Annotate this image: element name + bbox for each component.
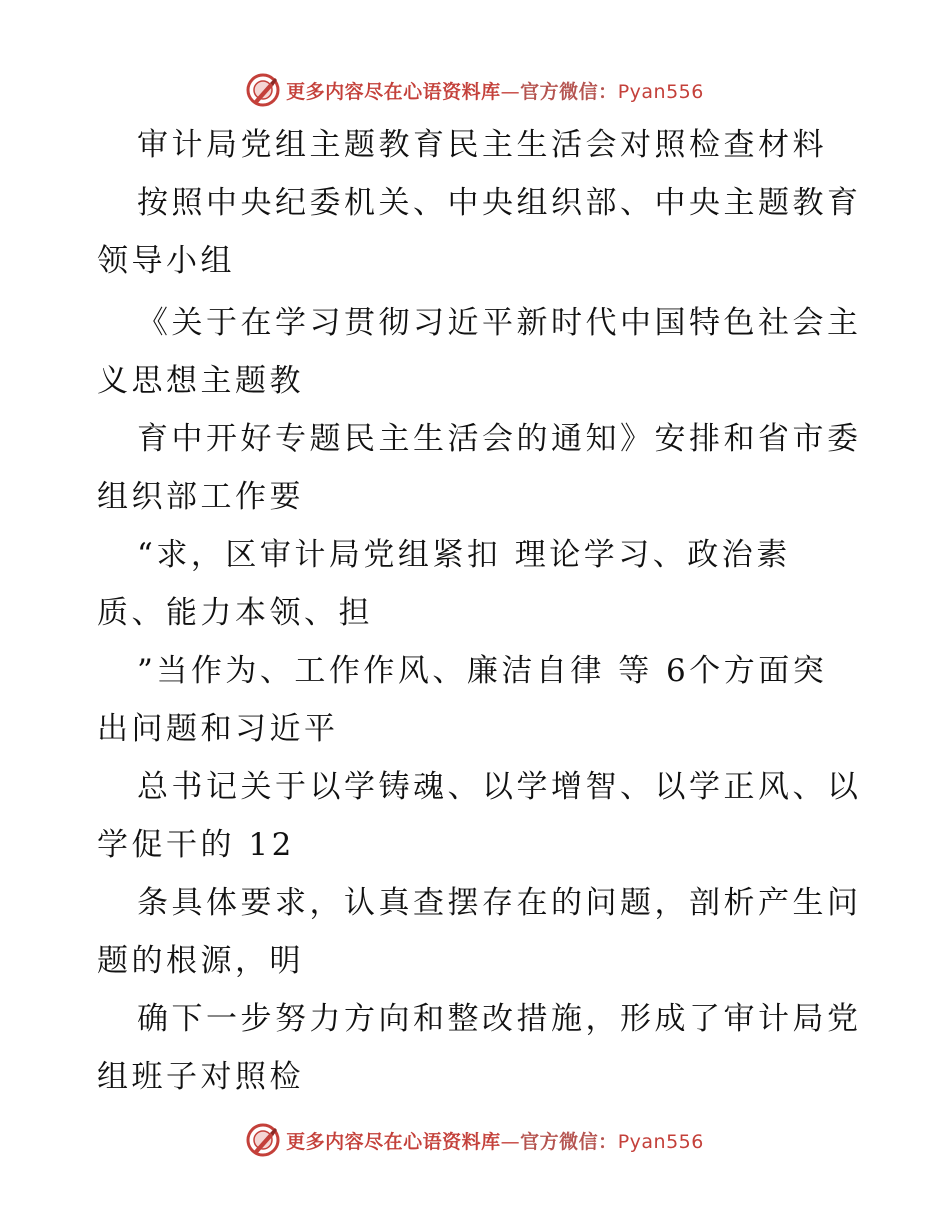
- paragraph-line: 义思想主题教: [97, 363, 304, 399]
- header-dash: —: [500, 80, 521, 103]
- paragraph-line: ”当作为、工作作风、廉洁自律 等 6个方面突: [137, 653, 828, 689]
- paragraph-line: 题的根源，明: [97, 943, 304, 979]
- paragraph-line: 确下一步努力方向和整改措施，形成了审计局党: [137, 1001, 862, 1037]
- paragraph-line: 领导小组: [97, 243, 235, 279]
- header-wechat-account: Pyan556: [617, 80, 704, 103]
- paragraph-line: 学促干的 12: [97, 827, 295, 863]
- paragraph-line: 总书记关于以学铸魂、以学增智、以学正风、以: [137, 769, 862, 805]
- paragraph-line: 条具体要求，认真查摆存在的问题，剖析产生问: [137, 885, 862, 921]
- header-site-text: 更多内容尽在心语资料库: [286, 80, 501, 103]
- pen-logo-icon: [246, 1123, 280, 1157]
- footer-wechat-account: Pyan556: [617, 1130, 704, 1153]
- paragraph-line: 育中开好专题民主生活会的通知》安排和省市委: [137, 421, 862, 457]
- paragraph-line: 组织部工作要: [97, 479, 304, 515]
- paragraph-line: “求，区审计局党组紧扣 理论学习、政治素: [137, 537, 791, 573]
- footer-dash: —: [500, 1130, 521, 1153]
- footer-site-text: 更多内容尽在心语资料库: [286, 1130, 501, 1153]
- footer-banner-text: [286, 1127, 704, 1154]
- paragraph-line: 质、能力本领、担: [97, 595, 373, 631]
- header-banner-text: [286, 77, 704, 104]
- header-wechat-label: 官方微信：: [520, 80, 618, 103]
- document-title: 审计局党组主题教育民主生活会对照检查材料: [137, 127, 827, 163]
- pen-logo-icon: [246, 73, 280, 107]
- footer-wechat-label: 官方微信：: [520, 1130, 618, 1153]
- paragraph-line: 按照中央纪委机关、中央组织部、中央主题教育: [137, 185, 862, 221]
- paragraph-line: 《关于在学习贯彻习近平新时代中国特色社会主: [137, 305, 862, 341]
- footer-banner: [0, 1120, 950, 1160]
- paragraph-line: 组班子对照检: [97, 1059, 304, 1095]
- header-banner: [0, 70, 950, 110]
- paragraph-line: 出问题和习近平: [97, 711, 339, 747]
